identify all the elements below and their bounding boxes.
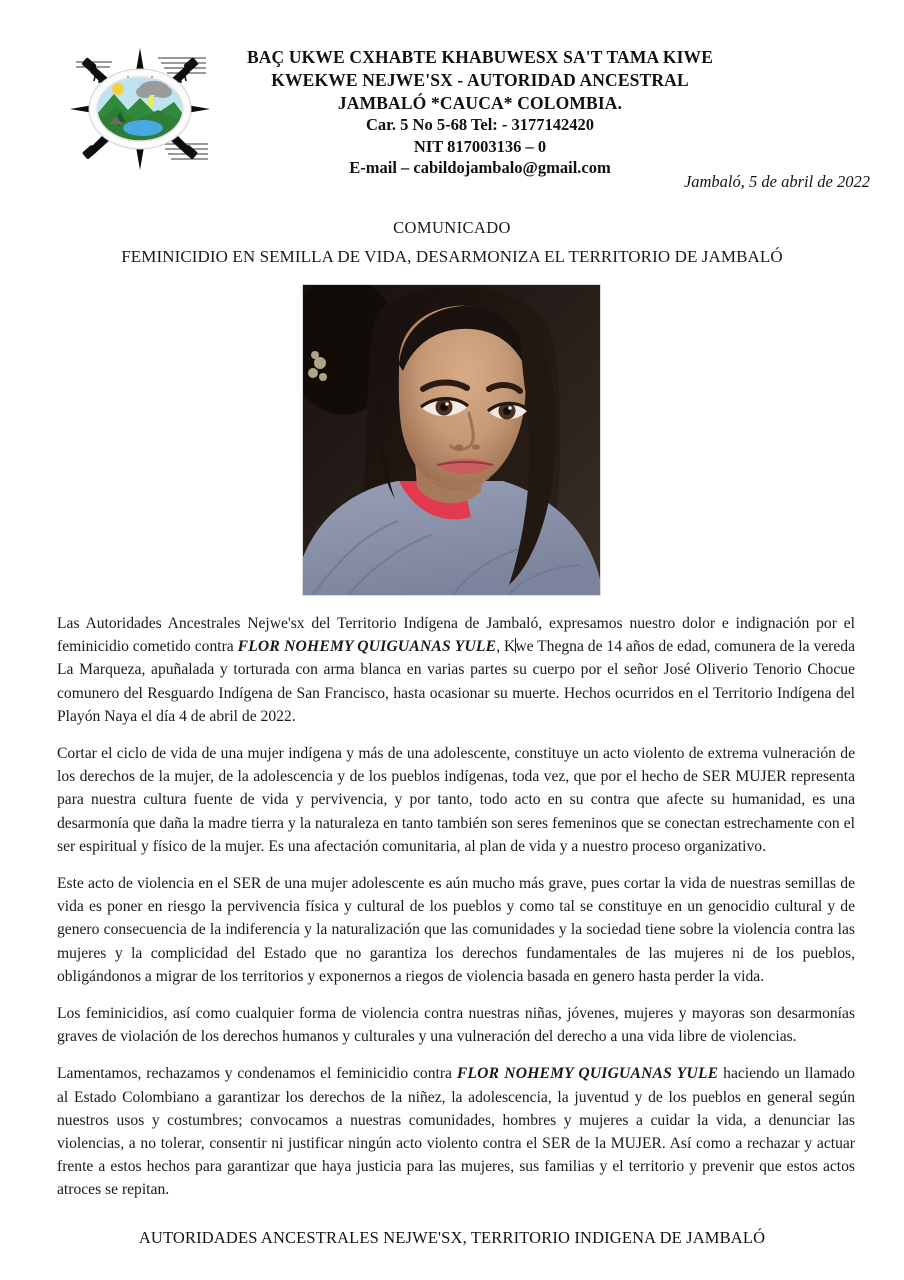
letterhead-email: E-mail – cabildojambalo@gmail.com (349, 158, 611, 178)
paragraph-1-before-name: Las Autoridades Ancestrales Nejwe'sx del Territorio Indígena de Jambaló, expresamos nuestro dolor e indignación por el feminicidio cometido contra (57, 615, 855, 656)
letterhead-line-1: BAÇ UKWE CXHABTE KHABUWESX SA'T TAMA KIWE (246, 47, 714, 67)
victim-name-2: FLOR NOHEMY QUIGUANAS YULE (456, 1065, 719, 1083)
letterhead (0, 40, 904, 185)
letterhead-address: Car. 5 No 5-68 Tel: - 3177142420 (365, 115, 595, 135)
paragraph-1 (57, 612, 855, 728)
paragraph-5 (57, 1062, 855, 1201)
victim-portrait (303, 285, 600, 595)
paragraph-3: Este acto de violencia en el SER de una mujer adolescente es aún mucho más grave, pues cortar la vida de nuestras semillas de vida es poner en riesgo la pervivencia física y cultural de los pueblos y como tal se constituye en un genocidio cultural y de genero consecuencia de la indiferencia y la naturalización que las comunidades y la sociedad tiene sobre la violencia contra las mujeres y la complicidad del Estado que no garantiza los derechos fundamentales de las mujeres ni de los pueblos, obligándonos a migrar de los territorios y exponernos a riegos de violencia basada en genero hasta perder la vida. (57, 875, 855, 985)
paragraph-5-after-name: haciendo un llamado al Estado Colombiano a garantizar los derechos de la niñez, la adolescencia, la juventud y de los pueblos en general según nuestros usos y costumbres; convocamos a nuestras comunidades, hombres y mujeres a cuidar la vida, a denunciar las violencias, a no tolerar, consentir ni justificar ningún acto violento contra el SER de la MUJER. Así como a rechazar y actuar frente a estos hechos para garantizar que haya justicia para las mujeres, sus familias y el territorio y prevenir que estos actos atroces se repitan. (57, 1065, 855, 1199)
paragraph-4: Los feminicidios, así como cualquier forma de violencia contra nuestras niñas, jóvenes, mujeres y mayoras son desarmonías graves de violación de los derechos humanos y culturales y una vulneración del derecho a una vida libre de violencias. (57, 1005, 855, 1046)
document-kicker: COMUNICADO (393, 218, 511, 237)
dateline: Jambaló, 5 de abril de 2022 (683, 172, 870, 191)
paragraph-2: Cortar el ciclo de vida de una mujer indígena y más de una adolescente, constituye un acto violento de extrema vulneración de los derechos de la mujer, de la adolescencia y de los pueblos indígenas, toda vez, que por el hecho de SER MUJER representa para nuestra cultura fuente de vida y pervivencia, y por tanto, todo acto en su contra que afecte su humanidad, es una desarmonía que daña la madre tierra y la naturaleza en tanto también son seres femeninos que se conectan estrechamente con el ser espiritual y físico de la mujer. Es una afectación comunitaria, al plan de vida y a nuestro proceso organizativo. (57, 745, 855, 855)
signature-line: AUTORIDADES ANCESTRALES NEJWE'SX, TERRITORIO INDIGENA DE JAMBALÓ (138, 1228, 766, 1247)
paragraph-1-after-name-a: , K (496, 638, 516, 656)
letterhead-line-3: JAMBALÓ *CAUCA* COLOMBIA. (337, 92, 623, 113)
letterhead-text (190, 46, 770, 179)
page-title: FEMINICIDIO EN SEMILLA DE VIDA, DESARMONIZA EL TERRITORIO DE JAMBALÓ (121, 247, 783, 266)
victim-name-1: FLOR NOHEMY QUIGUANAS YULE (237, 638, 497, 656)
letterhead-nit: NIT 817003136 – 0 (413, 136, 547, 156)
victim-portrait-image (303, 285, 600, 595)
paragraph-1-after-name-b: we Thegna de 14 años de edad, comunera de la vereda La Marqueza, apuñalada y torturada con arma blanca en varias partes su cuerpo por el señor José Oliverio Tenorio Chocue comunero del Resguardo Indígena de San Francisco, hasta ocasionar su muerte. Hechos ocurridos en el Territorio Indígena del Playón Naya el día 4 de abril de 2022. (57, 638, 855, 725)
document-body (57, 612, 855, 1202)
letterhead-line-2: KWEKWE NEJWE'SX - AUTORIDAD ANCESTRAL (271, 69, 689, 90)
paragraph-5-before-name: Lamentamos, rechazamos y condenamos el feminicidio contra (57, 1065, 457, 1083)
